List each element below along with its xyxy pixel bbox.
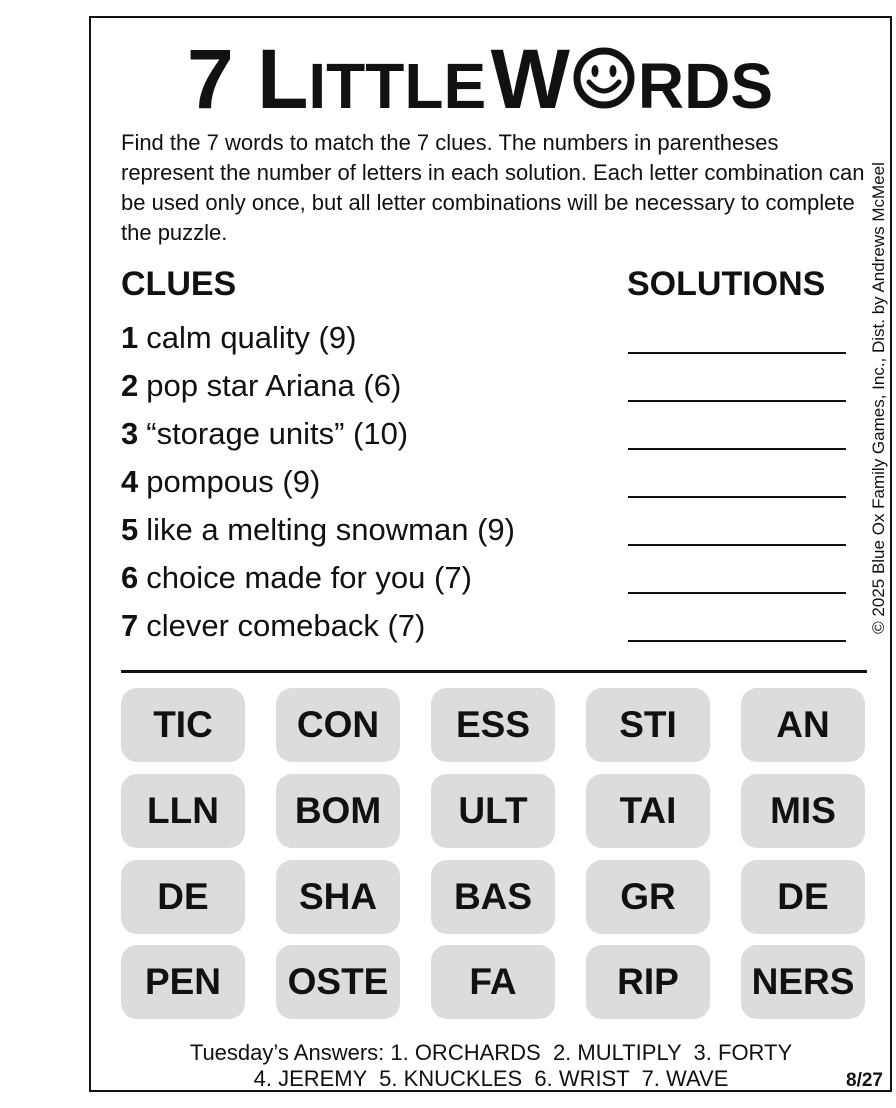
clues-header: CLUES — [121, 265, 237, 303]
clue-text: “storage units” (10) — [146, 416, 409, 451]
clue-number: 1 — [121, 320, 139, 355]
clue-number: 4 — [121, 464, 139, 499]
clue-number: 5 — [121, 512, 139, 547]
letter-tile[interactable]: TIC — [121, 688, 245, 762]
title-rest-ittle: ITTLE — [308, 50, 487, 122]
letter-tile[interactable]: SHA — [276, 860, 400, 934]
letter-tile[interactable]: PEN — [121, 945, 245, 1019]
letter-tile[interactable]: GR — [586, 860, 710, 934]
letter-tile[interactable]: AN — [741, 688, 865, 762]
letter-tile[interactable]: LLN — [121, 774, 245, 848]
solution-blank-5[interactable] — [628, 544, 846, 546]
letter-tile[interactable]: TAI — [586, 774, 710, 848]
smiley-face-icon — [572, 46, 636, 110]
clue-number: 7 — [121, 608, 139, 643]
solution-blank-2[interactable] — [628, 400, 846, 402]
clue-text: calm quality (9) — [146, 320, 357, 355]
clue-text: pompous (9) — [146, 464, 321, 499]
puzzle-date: 8/27 — [846, 1070, 883, 1091]
previous-answers — [121, 1040, 861, 1092]
title-rest-rds: RDS — [637, 50, 773, 122]
clue-text: like a melting snowman (9) — [146, 512, 515, 547]
answers-line-2: 4. JEREMY 5. KNUCKLES 6. WRIST 7. WAVE — [253, 1066, 729, 1091]
clue-number: 2 — [121, 368, 139, 403]
solution-blank-4[interactable] — [628, 496, 846, 498]
letter-tile[interactable]: OSTE — [276, 945, 400, 1019]
clue-text: pop star Ariana (6) — [146, 368, 402, 403]
title-initial-w: W — [490, 32, 570, 126]
copyright-text: © 2025 Blue Ox Family Games, Inc., Dist. by Andrews McMeel — [869, 162, 888, 634]
puzzle-title — [90, 34, 870, 124]
letter-tile[interactable]: CON — [276, 688, 400, 762]
clue-number: 3 — [121, 416, 139, 451]
letter-tile[interactable]: NERS — [741, 945, 865, 1019]
letter-tile[interactable]: DE — [741, 860, 865, 934]
letter-tile[interactable]: FA — [431, 945, 555, 1019]
solutions-header: SOLUTIONS — [627, 265, 826, 303]
instructions: Find the 7 words to match the 7 clues. The numbers in parentheses represent the number of letters in each solution. Each letter combination can be used only once, but all letter combinations will be necessary to complete the puzzle. — [121, 130, 865, 245]
letter-tile[interactable]: MIS — [741, 774, 865, 848]
letter-tile[interactable]: BAS — [431, 860, 555, 934]
solution-blank-7[interactable] — [628, 640, 846, 642]
answers-line-1: Tuesday’s Answers: 1. ORCHARDS 2. MULTIPLY 3. FORTY — [189, 1040, 793, 1065]
divider-line — [121, 670, 867, 673]
clue-text: clever comeback (7) — [146, 608, 426, 643]
letter-tile[interactable]: STI — [586, 688, 710, 762]
clue-text: choice made for you (7) — [146, 560, 472, 595]
title-initial-l: L — [257, 32, 309, 126]
letter-tile[interactable]: ESS — [431, 688, 555, 762]
letter-tile[interactable]: BOM — [276, 774, 400, 848]
letter-tile[interactable]: ULT — [431, 774, 555, 848]
letter-tile[interactable]: DE — [121, 860, 245, 934]
clue-number: 6 — [121, 560, 139, 595]
title-prefix: 7 — [187, 32, 258, 126]
letter-tile[interactable]: RIP — [586, 945, 710, 1019]
solution-blank-1[interactable] — [628, 352, 846, 354]
solution-blank-6[interactable] — [628, 592, 846, 594]
solution-blank-3[interactable] — [628, 448, 846, 450]
